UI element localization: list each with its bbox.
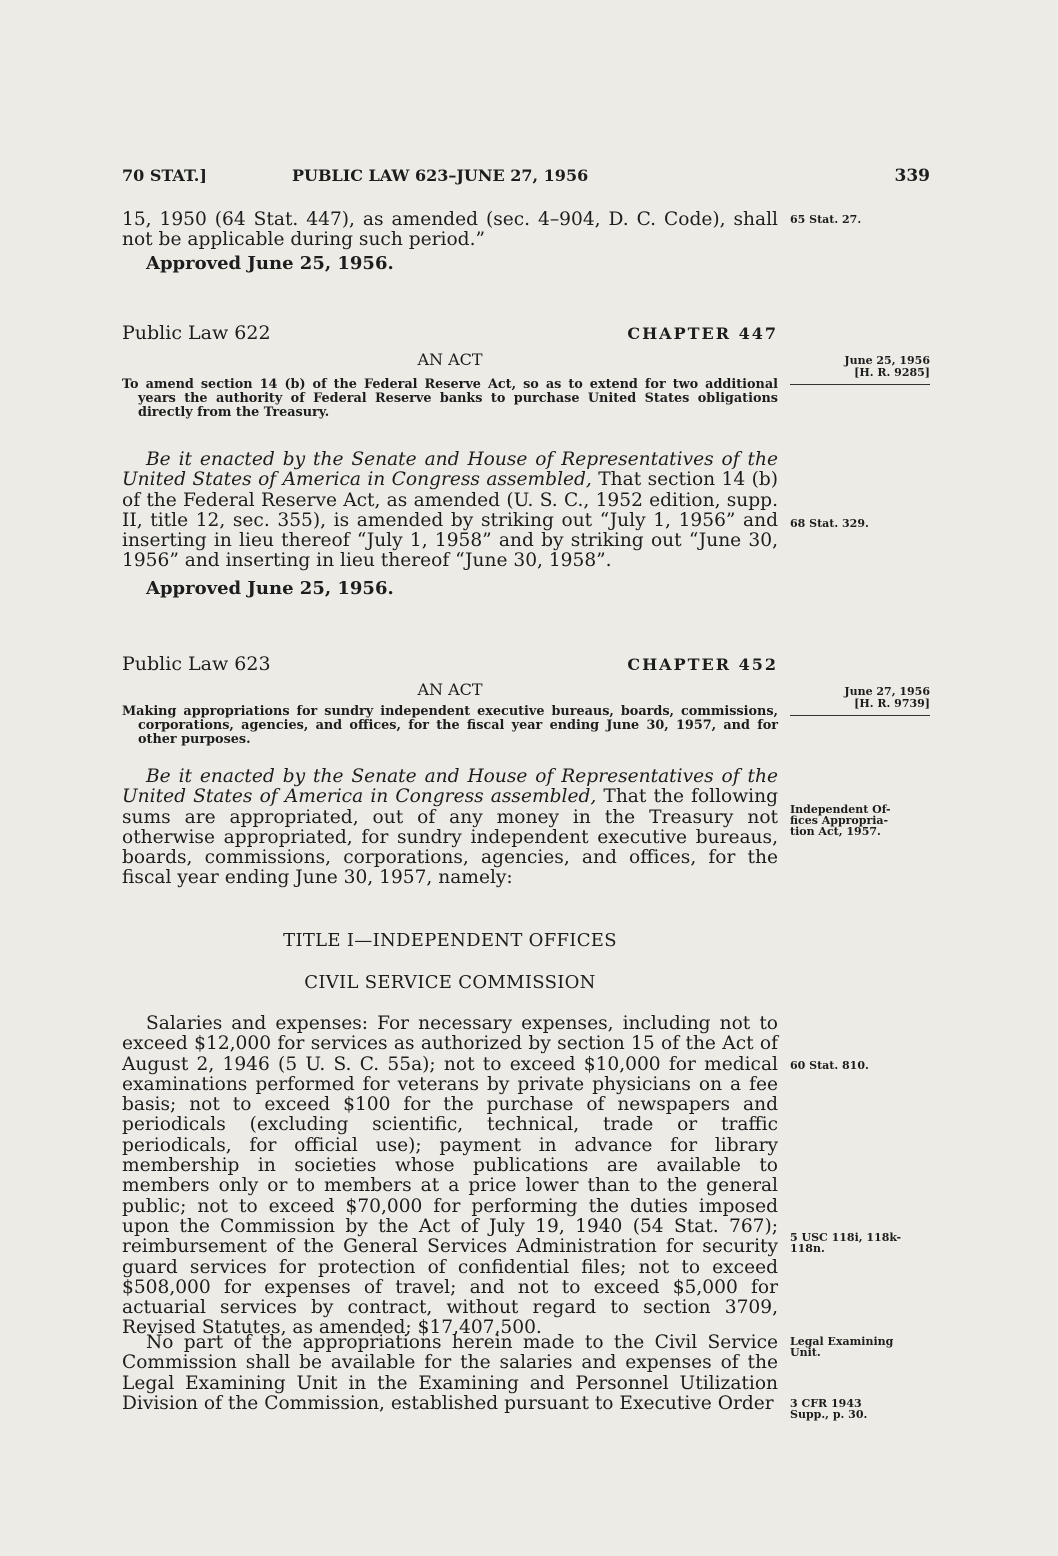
margin-note-line: 118n. <box>790 1242 825 1255</box>
date-note-bill: [H. R. 9285] <box>854 366 930 379</box>
margin-note <box>790 804 930 837</box>
title-heading: TITLE I—INDEPENDENT OFFICES <box>283 930 617 951</box>
law-622-synopsis <box>122 378 778 420</box>
running-head <box>122 166 930 190</box>
law-623-header <box>122 653 778 679</box>
chapter-number: CHAPTER 452 <box>627 655 778 674</box>
enactment-date-note <box>790 686 952 710</box>
enacting-text: That the following sums are appropriated, out of any money in the Treasury not otherwise appropriated, for sundry independent executive bureaus, boards, commissions, corporations, agencies, and offices, for the fiscal year ending June 30, 1957, namely: <box>122 786 778 889</box>
approved-line: Approved June 25, 1956. <box>146 577 394 599</box>
an-act-label: AN ACT <box>417 350 483 369</box>
margin-note-line: Unit. <box>790 1346 821 1359</box>
public-law-number: Public Law 622 <box>122 322 271 344</box>
margin-note: 60 Stat. 810. <box>790 1059 869 1072</box>
page-number: 339 <box>894 166 930 186</box>
margin-note <box>790 1398 930 1420</box>
running-title: PUBLIC LAW 623–JUNE 27, 1956 <box>292 166 589 185</box>
chapter-number: CHAPTER 447 <box>627 324 778 343</box>
margin-note: 68 Stat. 329. <box>790 517 869 530</box>
public-law-number: Public Law 623 <box>122 653 271 675</box>
margin-note-line: Independent Of- <box>790 803 891 816</box>
section-heading: CIVIL SERVICE COMMISSION <box>304 972 596 993</box>
law-622-body <box>122 450 778 599</box>
legal-unit-paragraph <box>122 1333 778 1414</box>
margin-note-line: fices Appropria- <box>790 814 889 827</box>
salaries-text: Salaries and expenses: For necessary expenses, including not to exceed $12,000 for services as authorized by section 15 of the Act of August 2, 1946 (5 U. S. C. 55a); not to exceed $10,000 for medical examinations performed for veterans by private physicians on a fee basis; not to exceed $100 for the purchase of newspapers and periodicals (excluding scientific, technical, trade or traffic periodicals, for official use); payment in advance for library membership in societies whose publications are available to members only or to members at a price lower than to the general public; not to exceed $70,000 for performing the duties imposed upon the Commission by the Act of July 19, 1940 (54 Stat. 767); reimbursement of the General Services Administration for security guard services for protection of confidential files; not to exceed $508,000 for expenses of travel; and not to exceed $5,000 for actuarial services by contract, without regard to section 3709, Revised Statutes, as amended; $17,407,500. <box>122 1013 778 1339</box>
margin-rule <box>790 384 930 385</box>
date-note-date: June 27, 1956 <box>844 685 930 698</box>
margin-note: 65 Stat. 27. <box>790 213 862 226</box>
an-act-label: AN ACT <box>417 680 483 699</box>
margin-note-line: tion Act, 1957. <box>790 825 881 838</box>
margin-note <box>790 1232 930 1254</box>
enacting-formula: Be it enacted by the Senate and House of Representatives of the United States of America in Congress assembled, <box>122 449 778 491</box>
approved-line: Approved June 25, 1956. <box>146 252 394 274</box>
date-note-bill: [H. R. 9739] <box>854 697 930 710</box>
enacting-formula: Be it enacted by the Senate and House of Representatives of the United States of America in Congress assembled, <box>122 766 778 808</box>
law-623-body <box>122 767 778 889</box>
synopsis-text: To amend section 14 (b) of the Federal Reserve Act, so as to extend for two additional years the authority of Federal Reserve banks to purchase United States obligations directly from the Treasury. <box>122 377 778 420</box>
margin-note-line: 5 USC 118i, 118k- <box>790 1231 902 1244</box>
margin-note <box>790 1336 930 1358</box>
continuation-text: 15, 1950 (64 Stat. 447), as amended (sec. 4–904, D. C. Code), shall not be applicable during such period.” <box>122 209 778 251</box>
salaries-paragraph <box>122 1014 778 1339</box>
law-622-header <box>122 322 778 348</box>
enacting-clause <box>122 767 778 889</box>
enacting-text: That section 14 (b) of the Federal Reserve Act, as amended (U. S. C., 1952 edition, supp. II, title 12, sec. 355), is amended by striking out “July 1, 1956” and inserting in lieu thereof “July 1, 1958” and by striking out “June 30, 1956” and inserting in lieu thereof “June 30, 1958”. <box>122 469 779 572</box>
date-note-date: June 25, 1956 <box>844 354 930 367</box>
synopsis-text: Making appropriations for sundry independent executive bureaus, boards, commissions, corporations, agencies, and offices, for the fiscal year ending June 30, 1957, and for other purposes. <box>122 704 778 747</box>
legal-unit-text: No part of the appropriations herein made to the Civil Service Commission shall be available for the salaries and expenses of the Legal Examining Unit in the Examining and Personnel Utilization Division of the Commission, established pursuant to Executive Order <box>122 1332 778 1414</box>
margin-rule <box>790 715 930 716</box>
margin-note-line: Legal Examining <box>790 1335 894 1348</box>
law-623-synopsis <box>122 705 778 747</box>
margin-note-line: 3 CFR 1943 <box>790 1397 862 1410</box>
volume-label: 70 STAT.] <box>122 166 207 185</box>
margin-note-line: Supp., p. 30. <box>790 1408 868 1421</box>
enacting-clause <box>122 450 778 572</box>
enactment-date-note <box>790 355 952 379</box>
continuation-block <box>122 210 778 274</box>
